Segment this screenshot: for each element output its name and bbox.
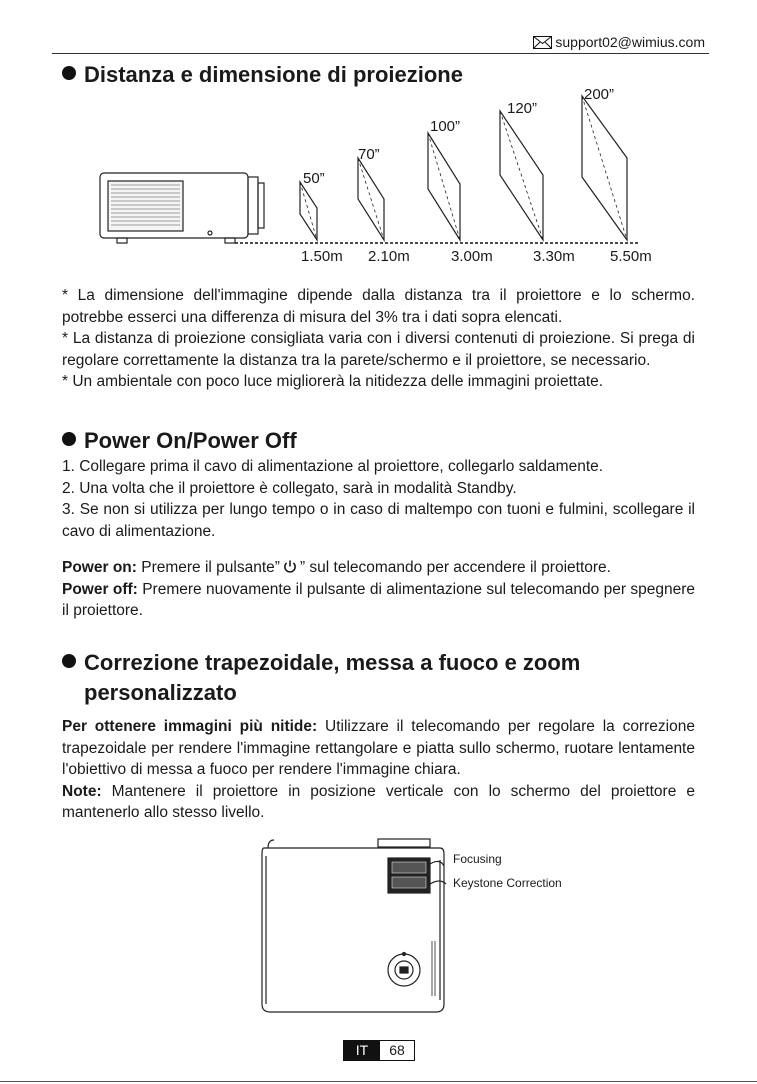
section-title-distance: Distanza e dimensione di proiezione	[62, 62, 463, 88]
distance-label-2: 2.10m	[368, 248, 410, 265]
distance-label-3: 3.00m	[451, 248, 493, 265]
power-steps	[62, 456, 695, 542]
bullet-icon	[62, 654, 76, 668]
size-label-200: 200”	[584, 86, 615, 103]
callout-focusing: Focusing	[453, 852, 502, 866]
distance-label-5: 5.50m	[610, 248, 652, 265]
support-email	[533, 34, 705, 50]
distance-label-4: 3.30m	[533, 248, 575, 265]
step-3: 3. Se non si utilizza per lungo tempo o in caso di maltempo con tuoni e fulmini, scollegare il cavo di alimentazione.	[62, 501, 695, 540]
envelope-icon	[533, 36, 552, 49]
bullet-icon	[62, 66, 76, 80]
callout-keystone: Keystone Correction	[453, 876, 562, 890]
bullet-icon	[62, 432, 76, 446]
page-number: 68	[380, 1041, 414, 1060]
note-1: * La dimensione dell'immagine dipende dalla distanza tra il proiettore e lo schermo. potrebbe esserci una differenza di misura del 3% tra i dati sopra elencati.	[62, 287, 695, 326]
size-label-70: 70”	[358, 146, 380, 163]
section-title-keystone: Correzione trapezoidale, messa a fuoco e zoom personalizzato	[62, 648, 580, 708]
size-label-50: 50”	[303, 170, 325, 187]
note-paragraph: Note: Mantenere il proiettore in posizione verticale con lo schermo del proiettore e mantenerlo allo stesso livello.	[62, 782, 695, 821]
note-2: * La distanza di proiezione consigliata varia con i diversi contenuti di proiezione. Si prega di regolare correttamente la distanza tra la parete/schermo e il proiettore, se necessario.	[62, 330, 695, 369]
distance-label-1: 1.50m	[301, 248, 343, 265]
page-indicator	[343, 1040, 415, 1061]
size-label-100: 100”	[430, 118, 461, 135]
section-title-power: Power On/Power Off	[62, 428, 297, 454]
step-1: 1. Collegare prima il cavo di alimentazione al proiettore, collegarlo saldamente.	[62, 458, 604, 475]
power-instructions	[62, 557, 695, 622]
projector-top-view	[258, 836, 448, 1018]
note-3: * Un ambientale con poco luce migliorerà la nitidezza delle immagini proiettate.	[62, 373, 604, 390]
bottom-divider	[0, 1081, 757, 1082]
power-on-line: Power on: Premere il pulsante” ” sul telecomando per accendere il proiettore.	[62, 559, 611, 576]
top-divider	[52, 53, 709, 54]
language-code: IT	[344, 1041, 380, 1060]
projector-illustration	[100, 173, 264, 243]
distance-notes	[62, 285, 695, 393]
email-text[interactable]: support02@wimius.com	[555, 34, 705, 50]
keystone-instructions	[62, 716, 695, 824]
step-2: 2. Una volta che il proiettore è collegato, sarà in modalità Standby.	[62, 479, 517, 497]
projection-distance-diagram	[95, 85, 655, 247]
power-off-line: Power off: Premere nuovamente il pulsante di alimentazione sul telecomando per spegnere il proiettore.	[62, 580, 696, 619]
size-label-120: 120”	[507, 100, 538, 117]
power-icon	[282, 559, 298, 574]
tip-paragraph: Per ottenere immagini più nitide: Utilizzare il telecomando per regolare la correzione trapezoidale per rendere l'immagine rettangolare e piatta sullo schermo, ruotare lentamente l'obiettivo di messa a fuoco per rendere l'immagine chiara.	[62, 718, 695, 778]
